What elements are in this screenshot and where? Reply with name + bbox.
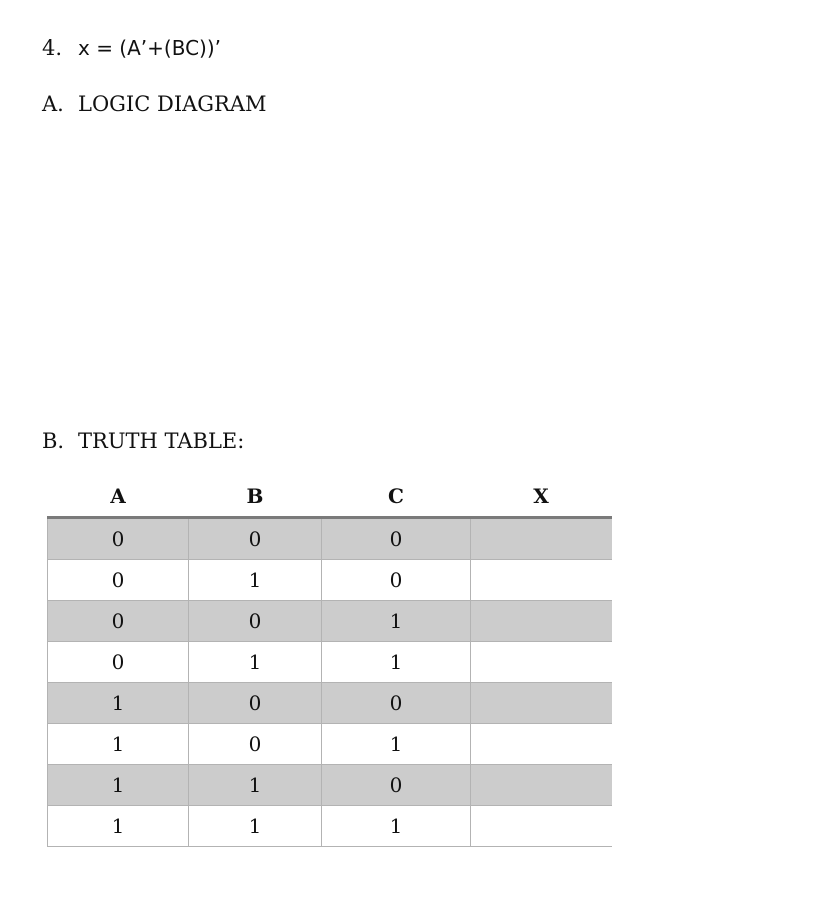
- section-a-heading: [42, 92, 267, 116]
- section-a-title: LOGIC DIAGRAM: [78, 92, 267, 116]
- table-row: [48, 765, 612, 806]
- table-row: [48, 683, 612, 724]
- header-x: X: [471, 476, 612, 518]
- header-b: B: [189, 476, 322, 518]
- cell-c: 1: [322, 724, 471, 765]
- cell-b: 0: [189, 601, 322, 642]
- cell-b: 1: [189, 642, 322, 683]
- cell-b: 0: [189, 683, 322, 724]
- cell-a: 1: [48, 724, 189, 765]
- cell-a: 0: [48, 601, 189, 642]
- section-b-heading: [42, 429, 244, 453]
- boolean-expression: x = (A’+(BC))’: [78, 36, 222, 60]
- cell-x[interactable]: [471, 806, 612, 847]
- logic-diagram-area: [42, 130, 622, 420]
- cell-x[interactable]: [471, 518, 612, 560]
- question-number: 4.: [42, 36, 63, 60]
- cell-c: 0: [322, 518, 471, 560]
- table-row: [48, 724, 612, 765]
- cell-a: 0: [48, 642, 189, 683]
- table-row: [48, 560, 612, 601]
- section-b-title: TRUTH TABLE:: [78, 429, 245, 453]
- cell-a: 1: [48, 765, 189, 806]
- cell-c: 0: [322, 683, 471, 724]
- cell-a: 0: [48, 560, 189, 601]
- table-row: [48, 518, 612, 560]
- cell-c: 0: [322, 560, 471, 601]
- truth-table: [47, 476, 612, 847]
- header-a: A: [48, 476, 189, 518]
- cell-b: 1: [189, 560, 322, 601]
- cell-b: 1: [189, 806, 322, 847]
- cell-c: 0: [322, 765, 471, 806]
- cell-c: 1: [322, 806, 471, 847]
- question-heading: [42, 36, 221, 60]
- cell-a: 0: [48, 518, 189, 560]
- table-row: [48, 806, 612, 847]
- cell-a: 1: [48, 806, 189, 847]
- cell-a: 1: [48, 683, 189, 724]
- cell-b: 0: [189, 518, 322, 560]
- truth-table-header-row: [48, 476, 612, 518]
- cell-c: 1: [322, 642, 471, 683]
- cell-x[interactable]: [471, 560, 612, 601]
- cell-x[interactable]: [471, 642, 612, 683]
- cell-x[interactable]: [471, 683, 612, 724]
- table-row: [48, 601, 612, 642]
- cell-x[interactable]: [471, 601, 612, 642]
- cell-b: 1: [189, 765, 322, 806]
- cell-c: 1: [322, 601, 471, 642]
- cell-b: 0: [189, 724, 322, 765]
- section-a-letter: A.: [42, 92, 64, 116]
- cell-x[interactable]: [471, 724, 612, 765]
- cell-x[interactable]: [471, 765, 612, 806]
- header-c: C: [322, 476, 471, 518]
- table-row: [48, 642, 612, 683]
- section-b-letter: B.: [42, 429, 65, 453]
